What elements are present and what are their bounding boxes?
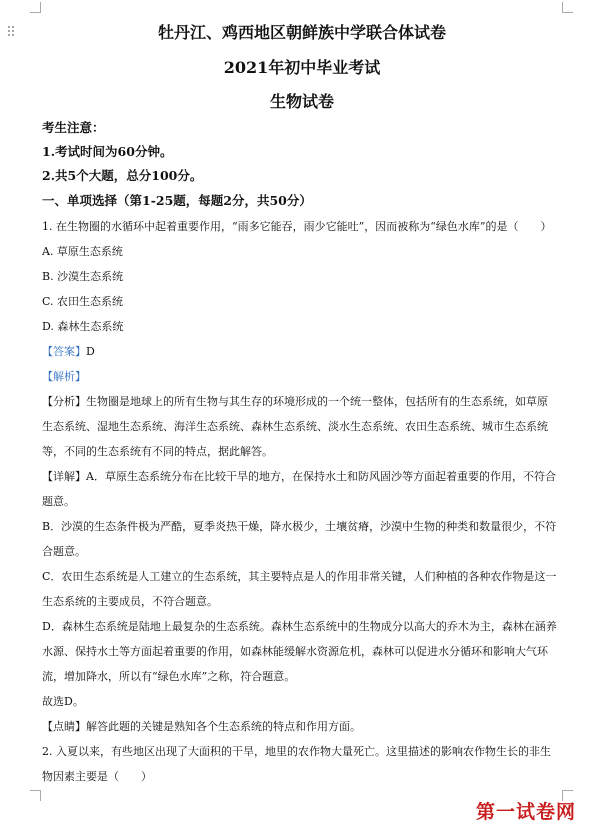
question-1-option-b: B. 沙漠生态系统 <box>42 270 124 283</box>
explanation-line: B．沙漠的生态条件极为严酷，夏季炎热干燥，降水极少，土壤贫瘠，沙漠中生物的种类和数量很少，不符 <box>42 520 557 533</box>
subject-title: 生物试卷 <box>269 92 334 111</box>
answer-line <box>42 345 562 359</box>
explanation-line: C．农田生态系统是人工建立的生态系统，其主要特点是人的作用非常关键，人们种植的各种农作物是这一 <box>42 570 557 583</box>
question-1-stem: 1. 在生物圈的水循环中起着重要作用，“雨多它能吞，雨少它能吐”，因而被称为“绿色水库”的是（ ） <box>42 220 552 233</box>
explanation-line: 题意。 <box>42 495 75 508</box>
exam-title: 牡丹江、鸡西地区朝鲜族中学联合体试卷 <box>157 23 446 42</box>
page-corner-mark-bottom-left <box>30 790 41 801</box>
analysis-line: 等，不同的生态系统有不同的特点，据此解答。 <box>42 445 273 458</box>
answer-tag: 【答案】 <box>42 345 86 358</box>
drag-handle-icon[interactable] <box>8 26 16 38</box>
page-corner-mark-top-right <box>562 2 573 13</box>
notice-item-2: 2.共5个大题，总分100分。 <box>42 168 203 183</box>
explanation-line: 流，增加降水，所以有“绿色水库”之称，符合题意。 <box>42 670 296 683</box>
answer-value: D <box>86 345 95 358</box>
site-logo: 第一试卷网 <box>476 801 577 823</box>
notice-item-1: 1.考试时间为60分钟。 <box>42 144 173 159</box>
question-1-option-a: A. 草原生态系统 <box>42 245 123 258</box>
explanation-line: 故选D。 <box>42 695 84 708</box>
section-heading: 一、单项选择（第1-25题，每题2分，共50分） <box>42 193 312 208</box>
explanation-line: 【详解】A．草原生态系统分布在比较干旱的地方，在保持水土和防风固沙等方面起着重要的作用，不符合 <box>42 470 556 483</box>
page-corner-mark-top-left <box>30 2 41 13</box>
notice-heading: 考生注意： <box>42 120 105 135</box>
analysis-tag: 【解析】 <box>42 370 86 383</box>
explanation-line: 合题意。 <box>42 545 86 558</box>
exam-subtitle: 2021年初中毕业考试 <box>223 58 381 77</box>
question-1-option-c: C. 农田生态系统 <box>42 295 124 308</box>
question-1-option-d: D. 森林生态系统 <box>42 320 124 333</box>
question-2-stem: 物因素主要是（ ） <box>42 770 152 783</box>
question-2-stem: 2. 入夏以来，有些地区出现了大面积的干旱，地里的农作物大量死亡。这里描述的影响农作物生长的非生 <box>42 745 551 758</box>
explanation-line: D．森林生态系统是陆地上最复杂的生态系统。森林生态系统中的生物成分以高大的乔木为主，森林在涵养 <box>42 620 557 633</box>
analysis-line: 【分析】生物圈是地球上的所有生物与其生存的环境形成的一个统一整体，包括所有的生态系统，如草原 <box>42 395 548 408</box>
key-point-line: 【点睛】解答此题的关键是熟知各个生态系统的特点和作用方面。 <box>42 720 361 733</box>
analysis-line: 生态系统、湿地生态系统、海洋生态系统、森林生态系统、淡水生态系统、农田生态系统、城市生态系统 <box>42 420 548 433</box>
explanation-line: 生态系统的主要成员，不符合题意。 <box>42 595 218 608</box>
explanation-line: 水源、保持水土等方面起着重要的作用，如森林能缓解水资源危机，森林可以促进水分循环和影响大气环 <box>42 645 548 658</box>
